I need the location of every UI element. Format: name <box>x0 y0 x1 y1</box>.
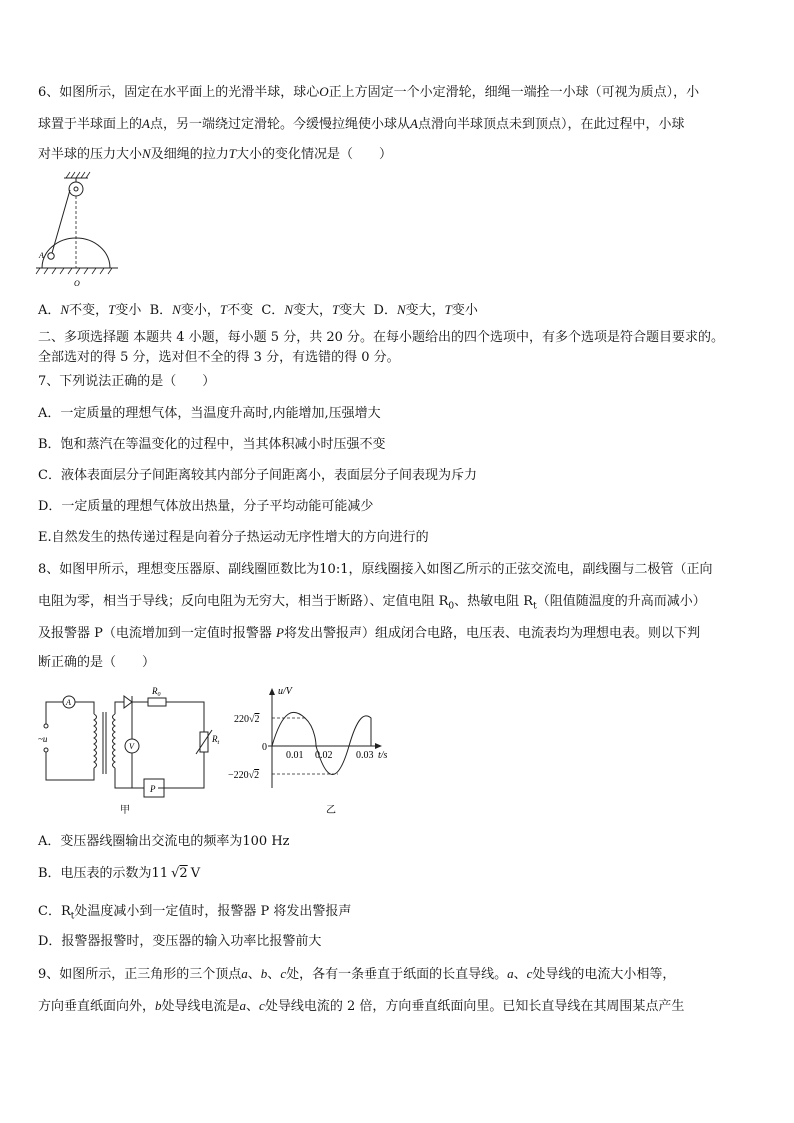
q8-line1: 8、如图甲所示，理想变压器原、副线圈匝数比为10:1，原线圈接入如图乙所示的正弦交流电，副线圈与二极管（正向 <box>38 562 713 577</box>
q6-line2 <box>38 116 684 133</box>
q7-option-d[interactable]: D．一定质量的理想气体放出热量，分子平均动能可能减少 <box>38 499 374 514</box>
q6-option-b[interactable]: B．N变小，T不变 <box>149 302 254 318</box>
x-tick-1: 0.01 <box>286 750 304 761</box>
var-N: N <box>142 146 151 161</box>
ball-icon <box>48 253 54 259</box>
x-axis-label: t/s <box>378 750 388 761</box>
voltmeter-label: V <box>129 742 134 751</box>
resistor-r0-icon <box>148 698 166 706</box>
rt-label: $R_t$ <box>212 734 220 746</box>
q7-stem: 7、下列说法正确的是（ ） <box>38 374 216 389</box>
q6-option-d[interactable]: D．N变大，T变小 <box>373 302 478 318</box>
var-A: A <box>409 116 418 131</box>
y-tick-positive: 220√2 <box>234 714 260 725</box>
q8-sine-figure <box>228 684 398 818</box>
sine-wave <box>272 712 371 774</box>
q6-text: 6、如图所示，固定在水平面上的光滑半球，球心 <box>38 85 320 100</box>
q6-option-c[interactable]: C．N变大，T变大 <box>261 302 366 318</box>
q8-option-d[interactable]: D．报警器报警时，变压器的输入功率比报警前大 <box>38 934 322 949</box>
q8-line3: 及报警器 P（电流增加到一定值时报警器 P将发出警报声）组成闭合电路，电压表、电流表均为理想电表。则以下判 <box>38 625 700 641</box>
q6-text: 点，另一端绕过定滑轮。今缓慢拉绳使小球从 <box>149 117 410 132</box>
pulley-icon <box>69 182 83 196</box>
q8-option-c[interactable]: C．$R_t$处温度减小到一定值时，报警器 P 将发出警报声 <box>38 904 352 922</box>
x-tick-3: 0.03 <box>356 750 374 761</box>
var-O: O <box>319 84 329 99</box>
diode-icon <box>124 696 132 708</box>
var-A: A <box>142 116 150 131</box>
q8-line2: 电阻为零，相当于导线；反向电阻为无穷大，相当于断路）、定值电阻 $R_0$、热敏电阻 $R_t$（阻值随温度的升高而减小） <box>38 594 706 612</box>
ammeter-label: A <box>66 698 71 707</box>
q6-option-a[interactable]: A．N不变，T变小 <box>38 302 142 318</box>
origin-label: 0 <box>262 742 267 753</box>
q7-option-a[interactable]: A．一定质量的理想气体，当温度升高时,内能增加,压强增大 <box>38 406 381 421</box>
var-T: T <box>228 146 236 161</box>
q6-line1 <box>38 84 699 101</box>
alarm-label: P <box>150 784 156 794</box>
q6-text: 及细绳的拉力 <box>150 147 229 162</box>
q7-option-b[interactable]: B．饱和蒸汽在等温变化的过程中，当其体积减小时压强不变 <box>38 437 386 452</box>
q8-circuit-figure <box>36 684 226 818</box>
section2-instructions: 全部选对的得 5 分，选对但不全的得 3 分，有选错的得 0 分。 <box>38 350 400 365</box>
q6-line3 <box>38 146 392 163</box>
q9-line2: 方向垂直纸面向外，b处导线电流是a、c处导线电流的 2 倍，方向垂直纸面向里。已知长直导线在其周围某点产生 <box>38 998 685 1014</box>
q6-text: 大小的变化情况是（ ） <box>235 147 392 162</box>
q8-option-b[interactable]: B．电压表的示数为11 √2 V <box>38 866 201 881</box>
figure-caption-jia: 甲 <box>120 805 130 816</box>
y-tick-negative: −220√2 <box>228 770 260 781</box>
y-axis-label: u/V <box>278 686 292 697</box>
q6-text: 点滑向半球顶点未到顶点），在此过程中，小球 <box>417 117 685 132</box>
q6-text: 球置于半球面上的 <box>38 117 143 132</box>
section2-heading: 二、多项选择题 本题共 4 小题，每小题 5 分，共 20 分。在每小题给出的四个选项中，有多个选项是符合题目要求的。 <box>38 330 725 345</box>
q7-option-c[interactable]: C．液体表面层分子间距离较其内部分子间距离小，表面层分子间表现为斥力 <box>38 468 477 483</box>
q7-option-e[interactable]: E.自然发生的热传递过程是向着分子热运动无序性增大的方向进行的 <box>38 530 429 545</box>
fig-label-A: A <box>39 251 44 260</box>
q6-text: 正上方固定一个小定滑轮，细绳一端拴一小球（可视为质点），小 <box>328 85 700 100</box>
q6-text: 对半球的压力大小 <box>38 147 143 162</box>
x-tick-2: 0.02 <box>315 750 333 761</box>
q8-line4: 断正确的是（ ） <box>38 655 156 670</box>
q9-line1: 9、如图所示，正三角形的三个顶点a、b、c处，各有一条垂直于纸面的长直导线。a、c处导线的电流大小相等， <box>38 966 676 982</box>
figure-caption-yi: 乙 <box>326 805 336 816</box>
q6-hemisphere-figure <box>36 168 136 292</box>
fig-label-O: O <box>74 279 80 288</box>
q8-option-a[interactable]: A．变压器线圈输出交流电的频率为100 Hz <box>38 834 290 849</box>
q6-options <box>38 302 478 319</box>
r0-label: $R_0$ <box>152 686 161 698</box>
source-label: ~u <box>38 734 48 744</box>
